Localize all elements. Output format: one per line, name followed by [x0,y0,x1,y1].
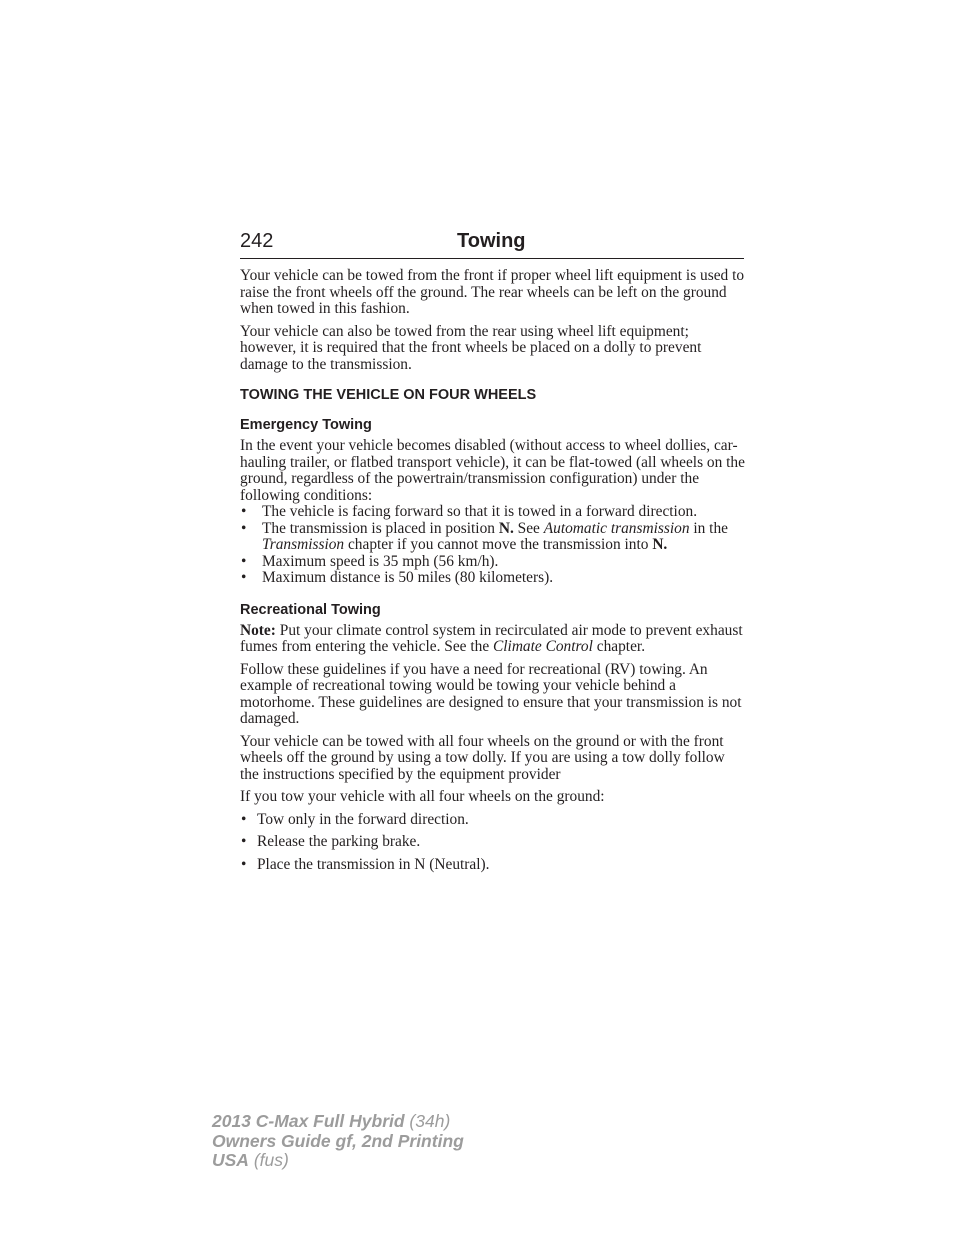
footer-market: USA [212,1150,249,1170]
list-item-text: Maximum speed is 35 mph (56 km/h). [262,552,499,570]
recreational-paragraph-tow-dolly: Your vehicle can be towed with all four wheels on the ground or with the front wheels off the ground by using a tow dolly. If you are using a tow dolly follow the instructions specified by the equipment provider [240,732,725,783]
bullet-icon: • [241,833,247,850]
text-run: in the [689,519,728,537]
page-title: Towing [457,230,526,252]
intro-paragraph-rear-tow: Your vehicle can also be towed from the rear using wheel lift equipment; however, it is required that the front wheels be placed on a dolly to prevent damage to the transmission. [240,322,702,373]
list-item-text: Tow only in the forward direction. [257,810,469,828]
list-item [240,834,746,851]
bullet-icon: • [241,569,247,586]
list-item-text [262,520,728,554]
footer-line [212,1151,464,1171]
list-item-text: Place the transmission in N (Neutral). [257,855,490,873]
text-run: chapter. [592,638,646,655]
section-heading-four-wheels: TOWING THE VEHICLE ON FOUR WHEELS [240,387,537,403]
note-label: Note: [240,621,276,639]
text-run: The transmission is placed in position [262,519,499,537]
emergency-conditions-list [240,504,746,587]
footer-line [212,1112,464,1132]
footer-market-code: (fus) [248,1150,289,1170]
page-header [240,228,744,259]
list-item [240,812,746,829]
footer-model: 2013 C-Max Full Hybrid [212,1111,405,1131]
footer-guide-edition: Owners Guide gf, 2nd Printing [212,1130,464,1151]
page-number: 242 [240,230,274,252]
subheading-emergency-towing: Emergency Towing [240,417,372,433]
bullet-icon: • [241,552,247,570]
list-item-text: Release the parking brake. [257,833,421,850]
reference-transmission-chapter: Transmission [262,536,345,553]
gear-position-n: N. [498,519,514,537]
footer-code: (34h) [404,1111,451,1131]
gear-position-n: N. [652,536,668,553]
list-item [240,570,746,587]
page-footer [212,1112,464,1171]
text-run: Put your climate control system in recirculated air mode to prevent exhaust fumes from entering the vehicle. See the [240,621,743,655]
bullet-icon: • [241,503,247,520]
recreational-paragraph-four-wheels: If you tow your vehicle with all four wheels on the ground: [240,788,605,805]
list-item-text: Maximum distance is 50 miles (80 kilometers). [262,569,554,586]
page-body [240,268,746,879]
recreational-steps-list [240,812,746,874]
list-item [240,554,746,571]
text-run: chapter if you cannot move the transmission into [344,536,653,553]
list-item [240,857,746,874]
reference-automatic-transmission: Automatic transmission [543,519,690,537]
recreational-paragraph-guidelines: Follow these guidelines if you have a need for recreational (RV) towing. An example of recreational towing would be towing your vehicle behind a motorhome. These guidelines are designed to ensure that your transmission is not damaged. [240,660,742,727]
list-item-text: The vehicle is facing forward so that it is towed in a forward direction. [262,503,698,520]
recreational-note [240,623,746,656]
text-run: See [513,519,544,537]
list-item [240,521,746,554]
bullet-icon: • [241,855,247,873]
footer-line [212,1132,464,1152]
intro-paragraph-front-tow: Your vehicle can be towed from the front if proper wheel lift equipment is used to raise the front wheels off the ground. The rear wheels can be left on the ground when towed in this fashion. [240,267,745,317]
subheading-recreational-towing: Recreational Towing [240,601,381,618]
emergency-paragraph: In the event your vehicle becomes disabled (without access to wheel dollies, car-hauling trailer, or flatbed transport vehicle), it can be flat-towed (all wheels on the ground, regardless of the powertrain/transmission configuration) under the following conditions: [240,437,745,504]
reference-climate-control: Climate Control [493,638,593,655]
list-item [240,504,746,521]
bullet-icon: • [241,519,247,537]
bullet-icon: • [241,810,247,828]
